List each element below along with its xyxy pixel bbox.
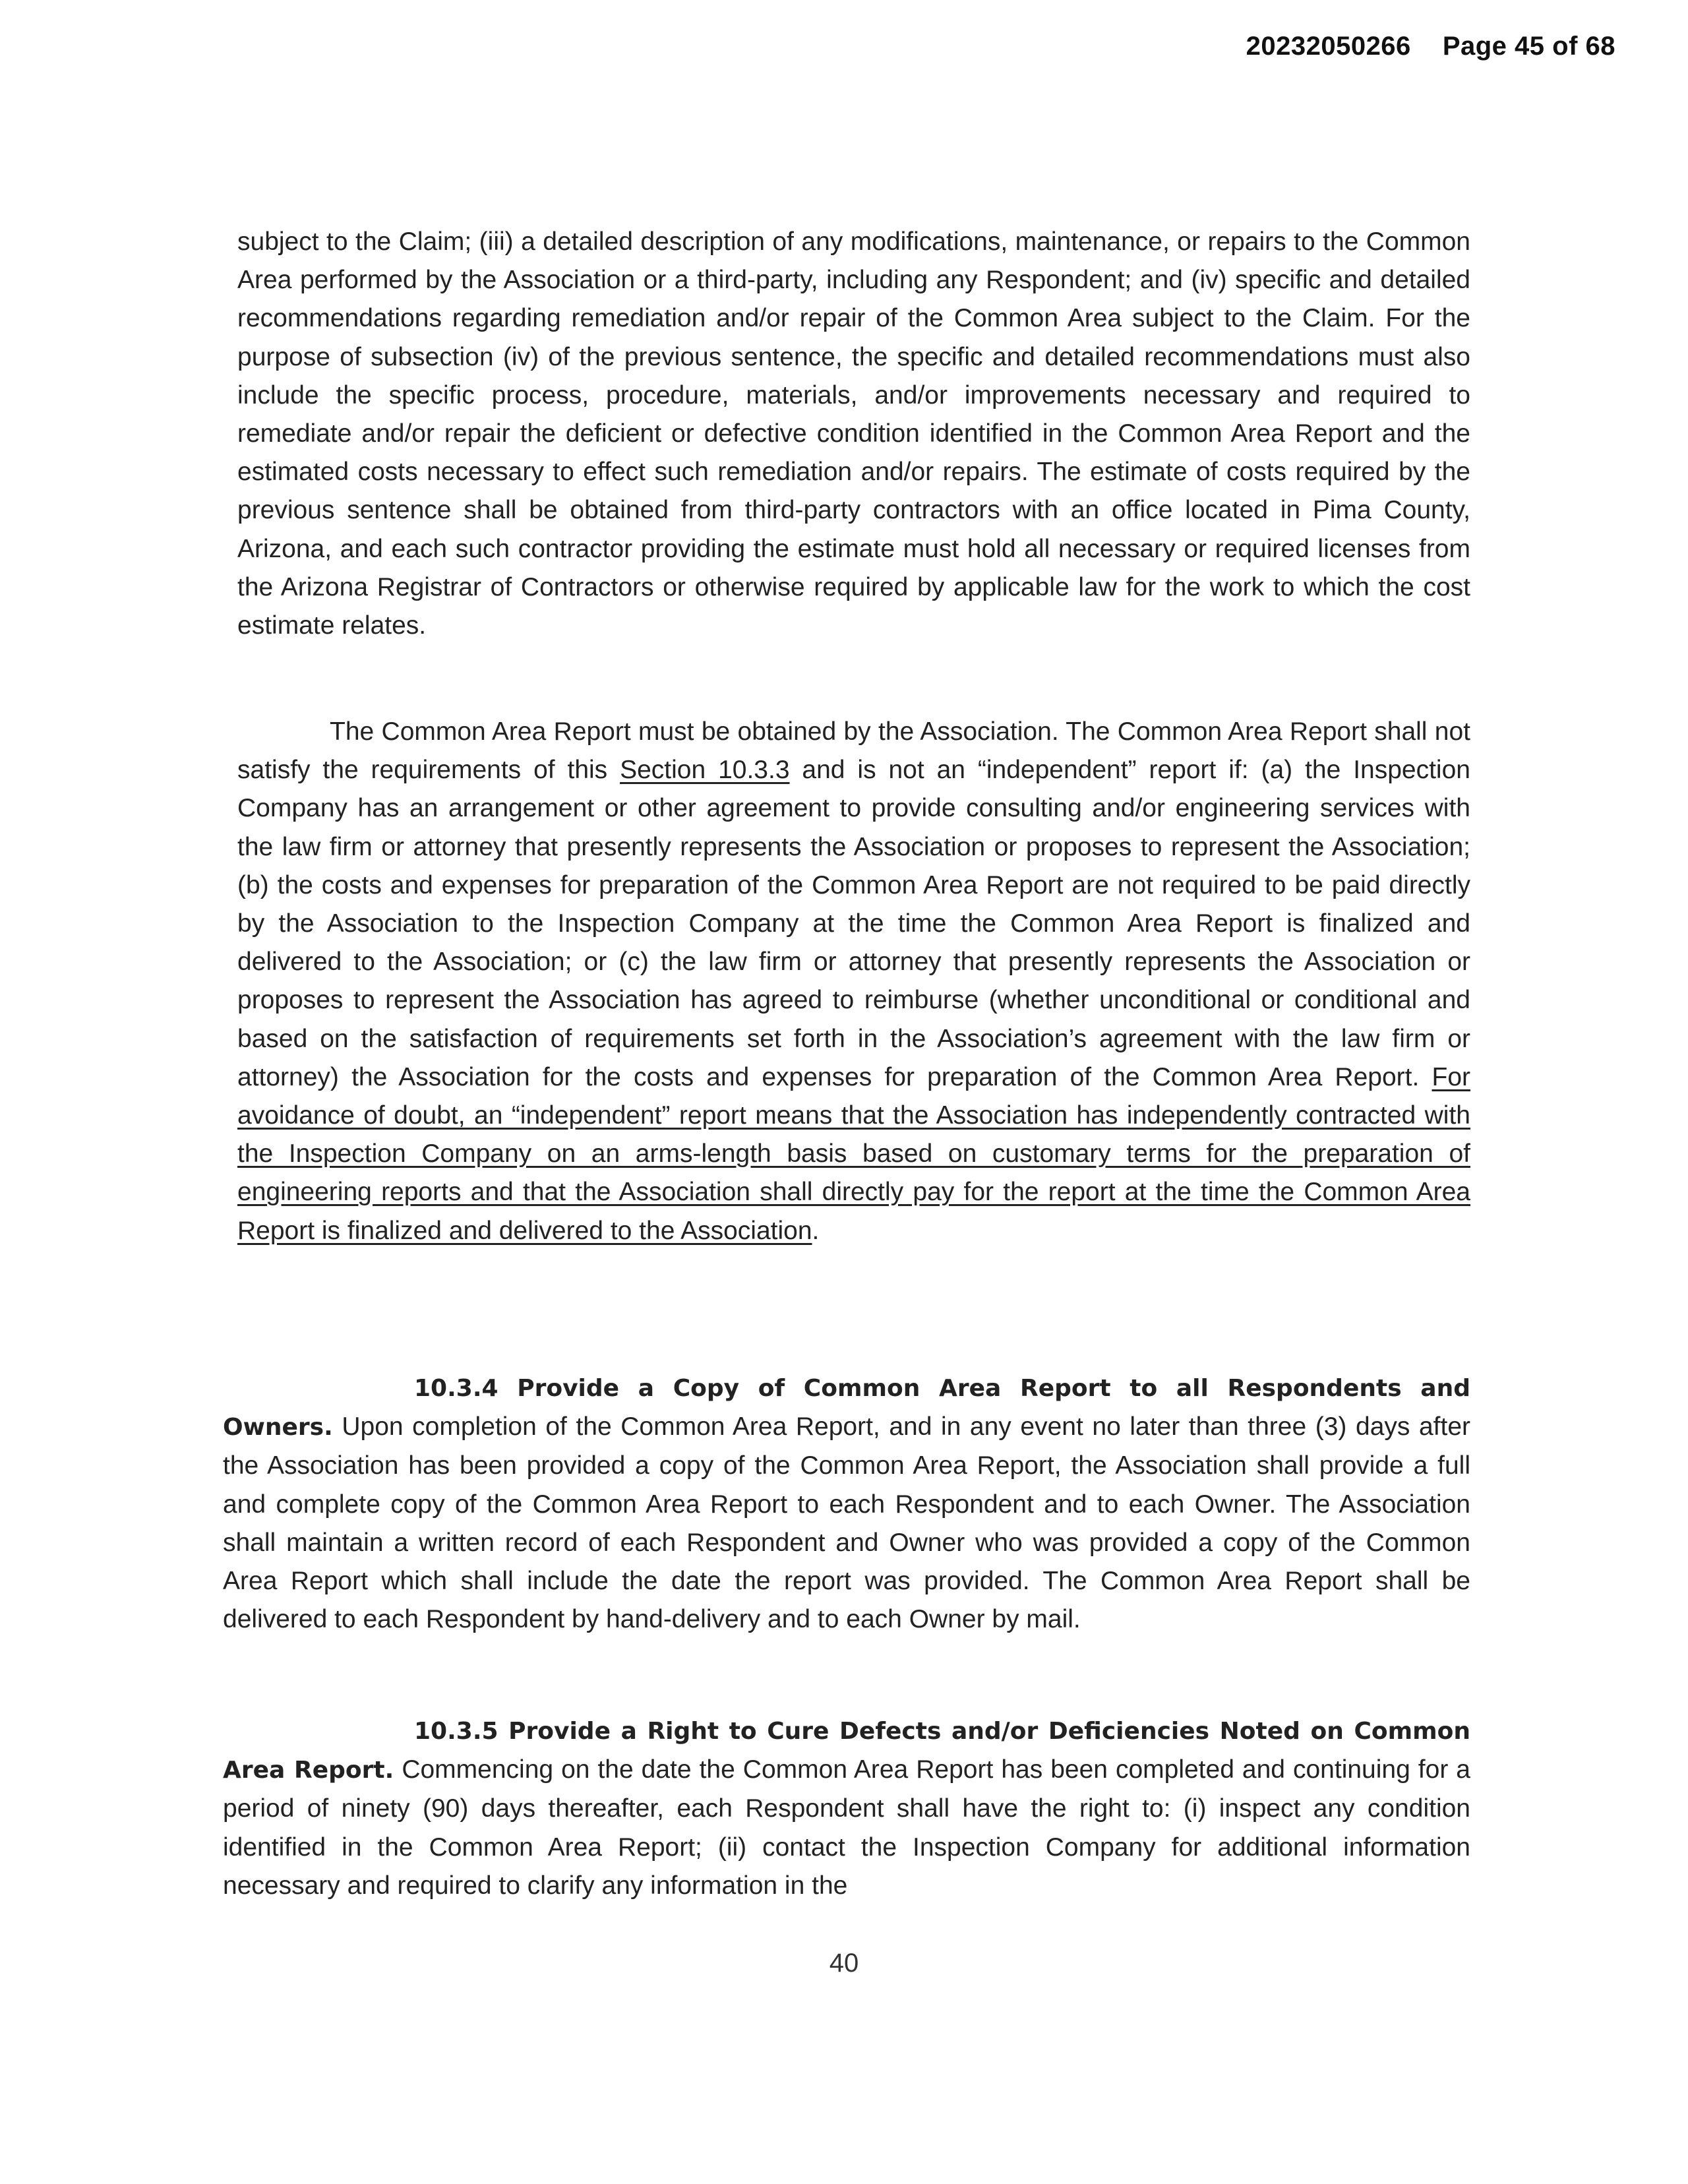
section-heading: 10.3.5 Provide a Right to Cure Defects and/or Deficiencies Noted on Common Area Report. bbox=[223, 1718, 1470, 1784]
page-count-label: Page 45 of 68 bbox=[1442, 32, 1615, 61]
section-10-3-4 bbox=[223, 1369, 1470, 1639]
paragraph-text: . bbox=[812, 1216, 820, 1245]
section-heading: 10.3.4 Provide a Copy of Common Area Report to all Respondents and Owners. bbox=[223, 1375, 1470, 1441]
paragraph-common-area-report bbox=[237, 713, 1470, 1250]
document-number: 20232050266 bbox=[1246, 32, 1411, 61]
section-10-3-5 bbox=[223, 1712, 1470, 1905]
paragraph-claim-description: subject to the Claim; (iii) a detailed description of any modifications, maintenance, or repairs to the Common Area performed by the Association or a third-party, including any Respondent; and (iv) specific and detailed recommendations regarding remediation and/or repair of the Common Area subject to the Claim. For the purpose of subsection (iv) of the previous sentence, the specific and detailed recommendations must also include the specific process, procedure, materials, and/or improvements necessary and required to remediate and/or repair the deficient or defective condition identified in the Common Area Report and the estimated costs necessary to effect such remediation and/or repairs. The estimate of costs required by the previous sentence shall be obtained from third-party contractors with an office located in Pima County, Arizona, and each such contractor providing the estimate must hold all necessary or required licenses from the Arizona Registrar of Contractors or otherwise required by applicable law for the work to which the cost estimate relates. bbox=[237, 228, 1470, 640]
paragraph-text: and is not an “independent” report if: (a) the Inspection Company has an arrangement or other agreement to provide consulting and/or engineering services with the law firm or attorney that presently represents the Association or proposes to represent the Association; (b) the costs and expenses for preparation of the Common Area Report are not required to be paid directly by the Association to the Inspection Company at the time the Common Area Report is finalized and delivered to the Association; or (c) the law firm or attorney that presently represents the Association or proposes to represent the Association has agreed to reimburse (whether unconditional or conditional and based on the satisfaction of requirements set forth in the Association’s agreement with the law firm or attorney) the Association for the costs and expenses for preparation of the Common Area Report. bbox=[237, 756, 1470, 1091]
page-number: 40 bbox=[829, 1949, 859, 1978]
section-body: Commencing on the date the Common Area Report has been completed and continuing for a period of ninety (90) days thereafter, each Respondent shall have the right to: (i) inspect any condition identified in the Common Area Report; (ii) contact the Inspection Company for additional information necessary and required to clarify any information in the bbox=[223, 1755, 1470, 1900]
paragraph-text: The Common Area Report must be obtained by the Association. The Common Area Report shall not satisfy the requirements of this bbox=[237, 717, 1470, 785]
section-reference: Section 10.3.3 bbox=[620, 756, 790, 785]
page-header bbox=[1246, 32, 1615, 61]
section-body: Upon completion of the Common Area Report, and in any event no later than three (3) days after the Association has been provided a copy of the Common Area Report, the Association shall provide a full and complete copy of the Common Area Report to each Respondent and to each Owner. The Association shall maintain a written record of each Respondent and Owner who was provided a copy of the Common Area Report which shall include the date the report was provided. The Common Area Report shall be delivered to each Respondent by hand-delivery and to each Owner by mail. bbox=[223, 1412, 1470, 1634]
underlined-definition: For avoidance of doubt, an “independent” report means that the Association has independently contracted with the Inspection Company on an arms-length basis based on customary terms for the preparation of engineering reports and that the Association shall directly pay for the report at the time the Common Area Report is finalized and delivered to the Association bbox=[237, 1062, 1470, 1245]
